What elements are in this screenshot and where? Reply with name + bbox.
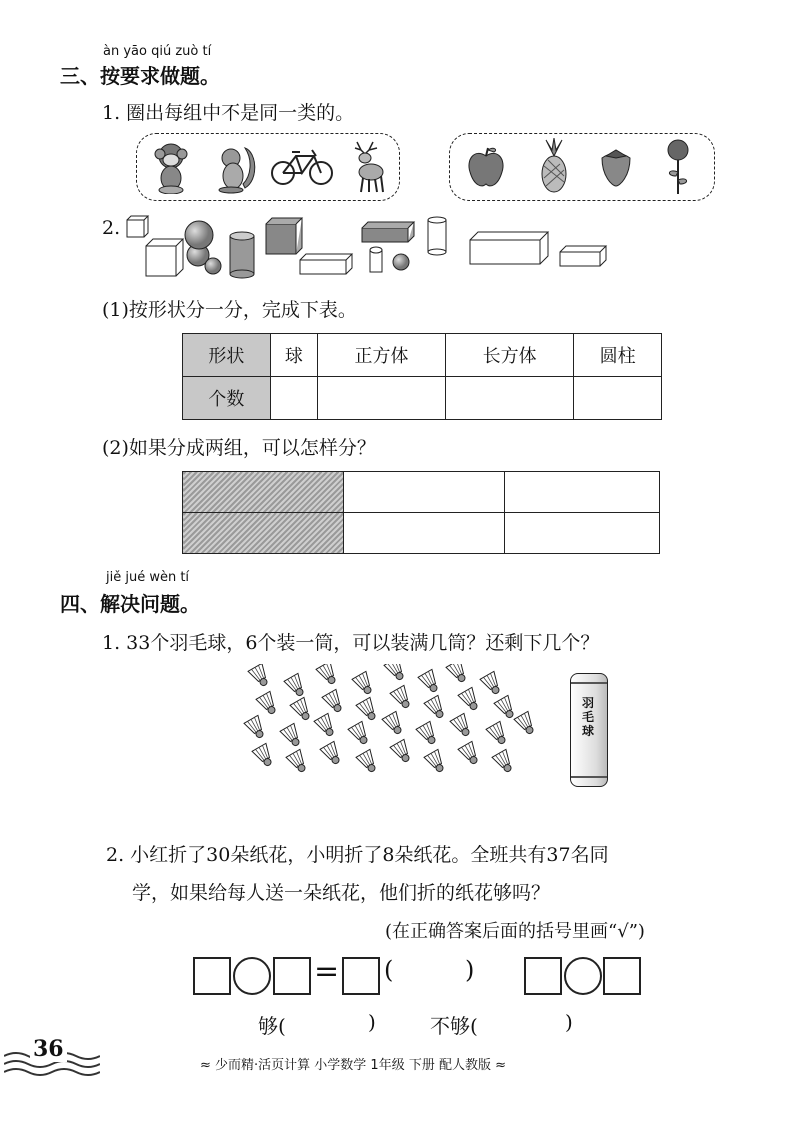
table-row-label-count: 个数 xyxy=(183,377,271,420)
section4-title: 四、解决问题。 xyxy=(60,592,200,616)
bicycle-icon xyxy=(270,146,334,188)
enough-label: 够( xyxy=(258,1014,286,1038)
shuttlecock-icon xyxy=(418,669,442,695)
answer-box-1[interactable] xyxy=(193,957,231,995)
operator-circle-2[interactable] xyxy=(564,957,602,995)
shuttlecock-icon xyxy=(480,671,504,697)
grouping-label-cell xyxy=(183,472,344,513)
shuttlecock-icon xyxy=(424,749,448,775)
shaded-cube-shape xyxy=(266,218,302,254)
monkey-icon xyxy=(149,140,197,194)
grouping-table xyxy=(182,471,660,554)
shuttlecock-icon xyxy=(284,673,308,699)
question-3-1: 1. 圈出每组中不是同一类的。 xyxy=(102,102,355,124)
answer-cell-cube[interactable] xyxy=(317,377,445,420)
answer-box-2[interactable] xyxy=(273,957,311,995)
group-box-animals xyxy=(136,133,400,201)
table-header-shape: 形状 xyxy=(183,334,271,377)
grouping-answer-cell[interactable] xyxy=(505,513,660,554)
answer-box-4[interactable] xyxy=(524,957,562,995)
large-cube-shape xyxy=(146,239,183,276)
section3-title: 三、按要求做题。 xyxy=(60,64,220,88)
enough-close-paren: ) xyxy=(368,1010,376,1034)
shuttlecock-icon xyxy=(458,741,482,767)
shuttlecock-icon xyxy=(314,713,338,739)
long-cuboid-shape xyxy=(470,232,548,264)
shuttlecock-icon xyxy=(390,739,414,765)
shuttlecock-icon xyxy=(486,721,510,747)
group-box-fruits xyxy=(449,133,715,201)
shuttlecock-icon xyxy=(322,689,346,715)
table-header-cube: 正方体 xyxy=(317,334,445,377)
question-4-2-line1: 2. 小红折了30朵纸花，小明折了8朵纸花。全班共有37名同 xyxy=(106,844,609,866)
answer-cell-cuboid[interactable] xyxy=(446,377,574,420)
thin-cuboid-shape xyxy=(560,246,606,266)
shuttlecock-tube xyxy=(570,673,608,787)
question-4-2-line2: 学，如果给每人送一朵纸花，他们折的纸花够吗？ xyxy=(132,882,551,904)
shuttlecock-icon xyxy=(356,697,380,723)
shuttlecock-icon xyxy=(494,695,518,721)
shuttlecock-icon xyxy=(280,723,304,749)
grouping-label-cell xyxy=(183,513,344,554)
table-header-ball: 球 xyxy=(270,334,317,377)
apple-icon xyxy=(464,144,508,190)
not-enough-label: 不够( xyxy=(430,1014,478,1038)
shuttlecock-icon xyxy=(348,721,372,747)
shuttlecock-icon xyxy=(390,685,414,711)
remark-paren-open: ( xyxy=(384,956,394,984)
shape-count-table xyxy=(182,333,662,420)
shuttlecock-icon xyxy=(256,691,280,717)
table-header-cylinder: 圆柱 xyxy=(574,334,662,377)
small-ball-shape xyxy=(393,254,409,270)
shuttlecock-icon xyxy=(416,721,440,747)
shuttlecock-icon xyxy=(290,697,314,723)
answer-cell-cylinder[interactable] xyxy=(574,377,662,420)
large-cylinder-shape xyxy=(230,232,254,278)
footer-text: ≈ 少而精·活页计算 小学数学 1年级 下册 配人教版 ≈ xyxy=(200,1058,506,1073)
shuttlecock-icon xyxy=(320,741,344,767)
shuttlecock-icon xyxy=(424,695,448,721)
small-cube-shape xyxy=(127,216,148,237)
shaded-cuboid-shape xyxy=(362,222,414,242)
answer-box-3[interactable] xyxy=(342,957,380,995)
remark-paren-close: ) xyxy=(465,956,475,984)
question-3-2-part2: (2)如果分成两组，可以怎样分？ xyxy=(102,437,376,459)
deer-icon xyxy=(347,138,391,194)
enough-checkbox[interactable] xyxy=(310,1008,365,1038)
shuttlecock-icon xyxy=(446,664,470,685)
shuttlecocks-illustration xyxy=(240,664,540,784)
grouping-answer-cell[interactable] xyxy=(344,513,505,554)
shuttlecock-icon xyxy=(316,664,340,687)
shuttlecock-icon xyxy=(356,749,380,775)
question-3-2-part1: (1)按形状分一分，完成下表。 xyxy=(102,299,357,321)
shuttlecock-icon xyxy=(458,687,482,713)
large-sphere-shape xyxy=(185,221,213,249)
question-3-2-number: 2. xyxy=(102,217,121,239)
shuttlecock-icon xyxy=(286,749,310,775)
shuttlecock-icon xyxy=(450,713,474,739)
table-header-cuboid: 长方体 xyxy=(446,334,574,377)
section4-pinyin: jiě jué wèn tí xyxy=(106,570,190,585)
grouping-answer-cell[interactable] xyxy=(344,472,505,513)
shapes-illustration xyxy=(120,210,620,282)
grouping-answer-cell[interactable] xyxy=(505,472,660,513)
shuttlecock-icon xyxy=(492,749,516,775)
shuttlecock-icon xyxy=(248,664,272,689)
equals-sign: = xyxy=(314,954,340,989)
rose-icon xyxy=(660,138,696,196)
squirrel-icon xyxy=(215,140,259,194)
not-enough-checkbox[interactable] xyxy=(490,1008,560,1038)
shuttlecock-icon xyxy=(384,664,408,683)
shuttlecock-icon xyxy=(244,715,268,741)
tube-label: 羽毛球 xyxy=(581,696,594,738)
pineapple-icon xyxy=(536,138,572,194)
question-4-2-hint: (在正确答案后面的括号里画“√”) xyxy=(385,921,645,942)
shuttlecock-icon xyxy=(382,711,406,737)
question-4-1: 1. 33个羽毛球，6个装一筒，可以装满几筒？还剩下几个？ xyxy=(102,632,600,654)
remark-blank[interactable] xyxy=(400,958,460,990)
answer-cell-ball[interactable] xyxy=(270,377,317,420)
shuttlecock-icon xyxy=(514,711,538,737)
answer-box-5[interactable] xyxy=(603,957,641,995)
tiny-sphere-shape xyxy=(205,258,221,274)
shuttlecock-icon xyxy=(252,743,276,769)
operator-circle-1[interactable] xyxy=(233,957,271,995)
shuttlecock-icon xyxy=(352,671,376,697)
strawberry-icon xyxy=(596,146,636,188)
small-cylinder-shape xyxy=(370,247,382,272)
section3-pinyin: àn yāo qiú zuò tí xyxy=(103,44,212,59)
page-number: 36 xyxy=(30,1036,67,1062)
not-enough-close-paren: ) xyxy=(565,1010,573,1034)
flat-cuboid-shape xyxy=(300,254,352,274)
tall-cylinder-shape xyxy=(428,217,446,255)
